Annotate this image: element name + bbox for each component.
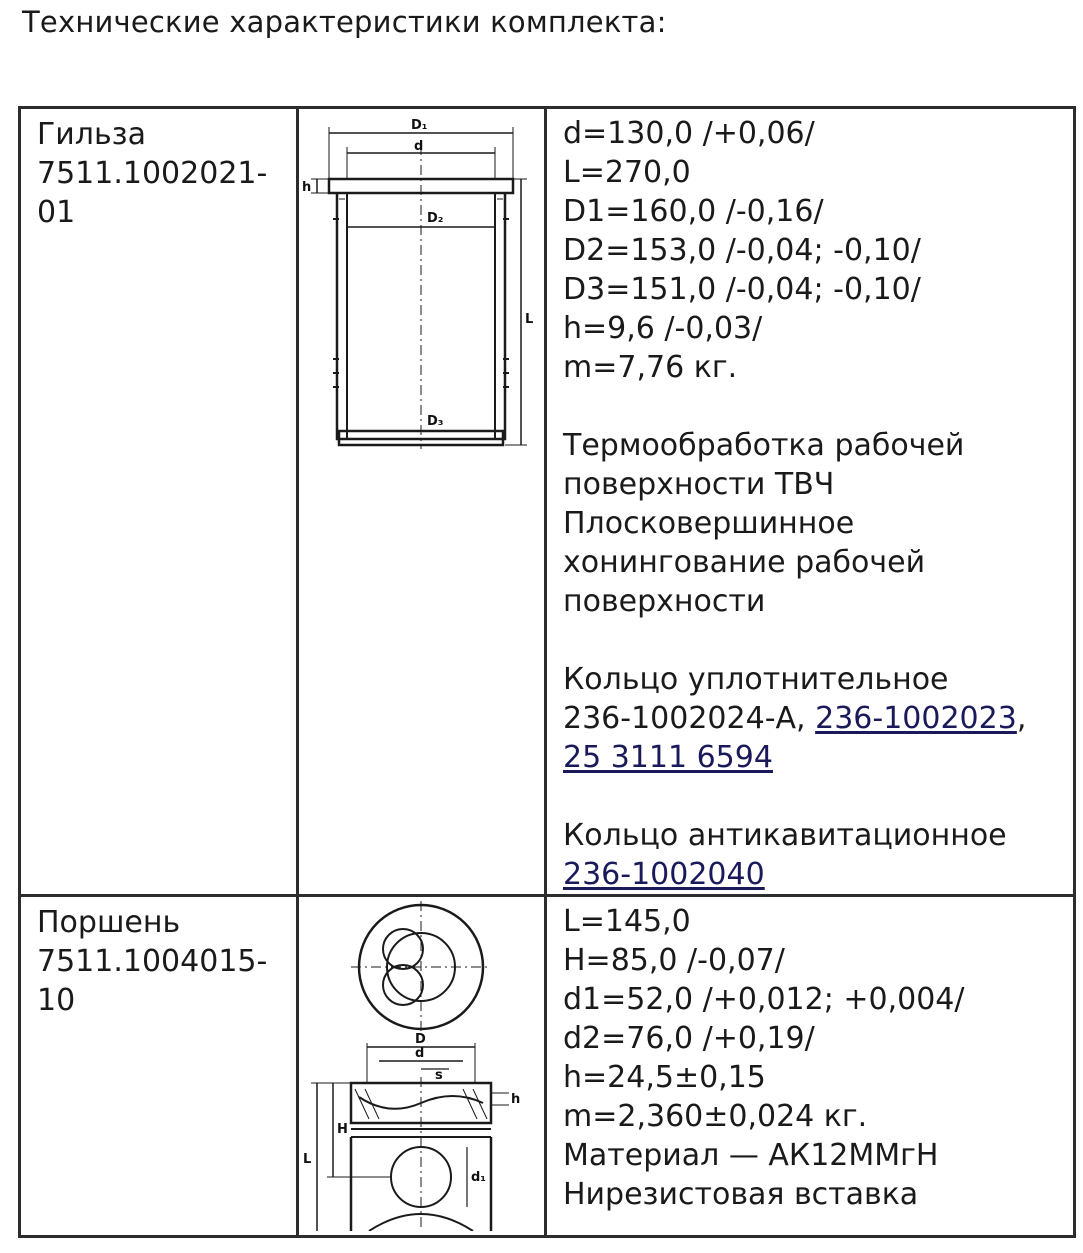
table-row	[20, 108, 1075, 896]
spec-line-links	[563, 855, 1073, 894]
spec-line: Плосковершинное	[563, 506, 855, 541]
spec-list	[547, 897, 1073, 1214]
comma: ,	[1016, 701, 1027, 736]
spec-line: поверхности ТВЧ	[563, 467, 835, 502]
piston-d-outer-label: D	[415, 1032, 426, 1047]
spec-line: Нирезистовая вставка	[563, 1177, 919, 1212]
part-number-text: 236-1002024-А,	[563, 701, 816, 736]
spec-line: Термообработка рабочей	[563, 428, 965, 463]
spec-list	[547, 109, 1073, 894]
spec-line: d1=52,0 /+0,012; +0,004/	[563, 982, 965, 1017]
h-label: h	[302, 180, 312, 195]
piston-s-label: s	[435, 1068, 443, 1083]
part-link-25-3111-6594[interactable]: 25 3111 6594	[563, 740, 773, 775]
spec-line: D2=153,0 /-0,04; -0,10/	[563, 233, 921, 268]
spec-cell	[546, 108, 1075, 896]
spec-line: d2=76,0 /+0,19/	[563, 1021, 815, 1056]
part-name-cell	[20, 108, 298, 896]
d3-label: D₃	[427, 414, 444, 429]
part-link-236-1002040[interactable]: 236-1002040	[563, 857, 765, 892]
cylinder-liner-drawing-icon	[299, 109, 543, 459]
piston-drawing-icon	[299, 897, 543, 1231]
piston-H-label: H	[337, 1122, 348, 1137]
part-name: Поршень 7511.1004015- 10	[37, 905, 268, 1018]
d2-label: D₂	[427, 211, 444, 226]
spec-cell	[546, 896, 1075, 1237]
spec-line: m=7,76 кг.	[563, 350, 738, 385]
part-link-236-1002023[interactable]: 236-1002023	[815, 701, 1017, 736]
l-label: L	[525, 312, 534, 327]
piston-d1-label: d₁	[471, 1170, 486, 1185]
spec-line: D1=160,0 /-0,16/	[563, 194, 824, 229]
drawing-cell	[298, 896, 546, 1237]
spec-line: m=2,360±0,024 кг.	[563, 1099, 868, 1134]
page-title: Технические характеристики комплекта:	[22, 5, 667, 39]
spec-line: L=145,0	[563, 904, 691, 939]
part-name-cell	[20, 896, 298, 1237]
spec-line: хонингование рабочей	[563, 545, 926, 580]
spec-line-links	[563, 699, 1073, 738]
spec-line: Материал — АК12ММгН	[563, 1138, 939, 1173]
piston-d-label: d	[415, 1046, 425, 1061]
spec-line: d=130,0 /+0,06/	[563, 116, 815, 151]
spec-line: Кольцо антикавитационное	[563, 818, 1007, 853]
spec-line: поверхности	[563, 584, 766, 619]
spec-line: Кольцо уплотнительное	[563, 662, 949, 697]
piston-L-label: L	[303, 1152, 312, 1167]
drawing-cell	[298, 108, 546, 896]
spec-line: D3=151,0 /-0,04; -0,10/	[563, 272, 921, 307]
part-name: Гильза 7511.1002021- 01	[37, 117, 268, 230]
spec-line-links	[563, 738, 1073, 777]
spec-table	[18, 106, 1076, 1238]
d1-label: D₁	[411, 118, 428, 133]
spec-line: h=9,6 /-0,03/	[563, 311, 763, 346]
spec-line: h=24,5±0,15	[563, 1060, 766, 1095]
table-row	[20, 896, 1075, 1237]
spec-line: L=270,0	[563, 155, 691, 190]
spec-line: H=85,0 /-0,07/	[563, 943, 785, 978]
piston-h-label: h	[511, 1092, 521, 1107]
d-label: d	[414, 139, 424, 154]
